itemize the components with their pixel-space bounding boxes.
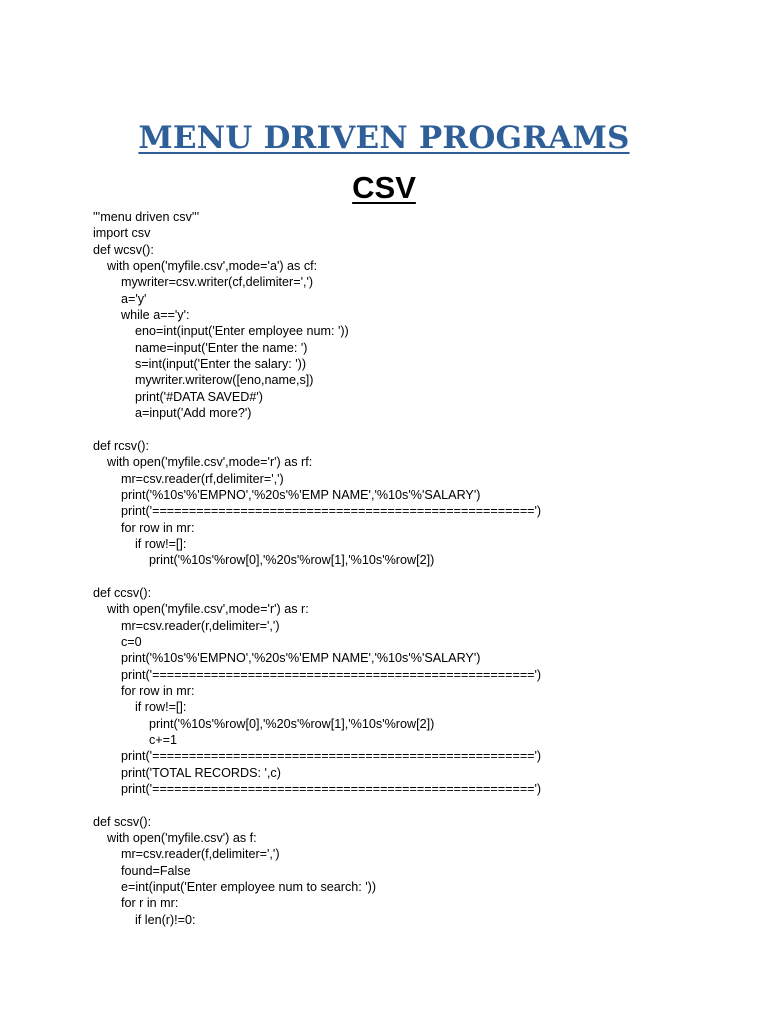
code-line: print('====================================================') [93, 504, 542, 519]
code-line: print('%10s'%row[0],'%20s'%row[1],'%10s'%row[2]) [93, 716, 435, 731]
code-line: s=int(input('Enter the salary: ')) [93, 357, 307, 372]
code-line: print('====================================================') [93, 782, 542, 797]
code-line: if len(r)!=0: [93, 912, 196, 927]
code-line: mr=csv.reader(f,delimiter=',') [93, 847, 280, 862]
code-line: name=input('Enter the name: ') [93, 340, 308, 355]
code-line: if row!=[]: [93, 700, 187, 715]
code-line: a='y' [93, 291, 147, 306]
code-line: mr=csv.reader(rf,delimiter=',') [93, 471, 284, 486]
code-line: print('%10s'%'EMPNO','%20s'%'EMP NAME','%10s'%'SALARY') [93, 651, 481, 666]
code-line: mywriter=csv.writer(cf,delimiter=',') [93, 275, 314, 290]
code-line: for r in mr: [93, 896, 179, 911]
code-line: '''menu driven csv''' [93, 210, 200, 224]
code-line: if row!=[]: [93, 536, 187, 551]
code-line: print('====================================================') [93, 667, 542, 682]
code-block [93, 209, 753, 928]
code-line: for row in mr: [93, 683, 195, 698]
code-line [93, 797, 753, 813]
code-line: with open('myfile.csv',mode='r') as rf: [93, 455, 313, 470]
code-line: with open('myfile.csv',mode='r') as r: [93, 602, 309, 617]
code-line: print('====================================================') [93, 749, 542, 764]
code-line [93, 569, 753, 585]
code-line: e=int(input('Enter employee num to search: ')) [93, 880, 377, 895]
code-line: print('#DATA SAVED#') [93, 389, 263, 404]
code-line: print('%10s'%row[0],'%20s'%row[1],'%10s'%row[2]) [93, 553, 435, 568]
code-line: eno=int(input('Enter employee num: ')) [93, 324, 349, 339]
code-line: def scsv(): [93, 814, 152, 829]
code-line: a=input('Add more?') [93, 406, 252, 421]
document-subtitle: CSV [352, 170, 416, 205]
code-line: with open('myfile.csv') as f: [93, 831, 257, 846]
code-line: with open('myfile.csv',mode='a') as cf: [93, 259, 318, 274]
document-title: MENU DRIVEN PROGRAMS [138, 120, 630, 156]
code-line: def wcsv(): [93, 242, 154, 257]
code-line: c+=1 [93, 733, 177, 747]
code-line: c=0 [93, 634, 142, 649]
code-line: def ccsv(): [93, 585, 152, 600]
code-line: while a=='y': [93, 308, 190, 323]
code-line: for row in mr: [93, 520, 195, 535]
code-line: import csv [93, 226, 151, 241]
code-line: print('%10s'%'EMPNO','%20s'%'EMP NAME','%10s'%'SALARY') [93, 487, 481, 502]
code-line: found=False [93, 863, 191, 878]
code-line [93, 421, 753, 437]
code-line: print('TOTAL RECORDS: ',c) [93, 765, 281, 780]
code-line: mr=csv.reader(r,delimiter=',') [93, 618, 280, 633]
code-line: def rcsv(): [93, 438, 149, 453]
code-line: mywriter.writerow([eno,name,s]) [93, 373, 314, 388]
